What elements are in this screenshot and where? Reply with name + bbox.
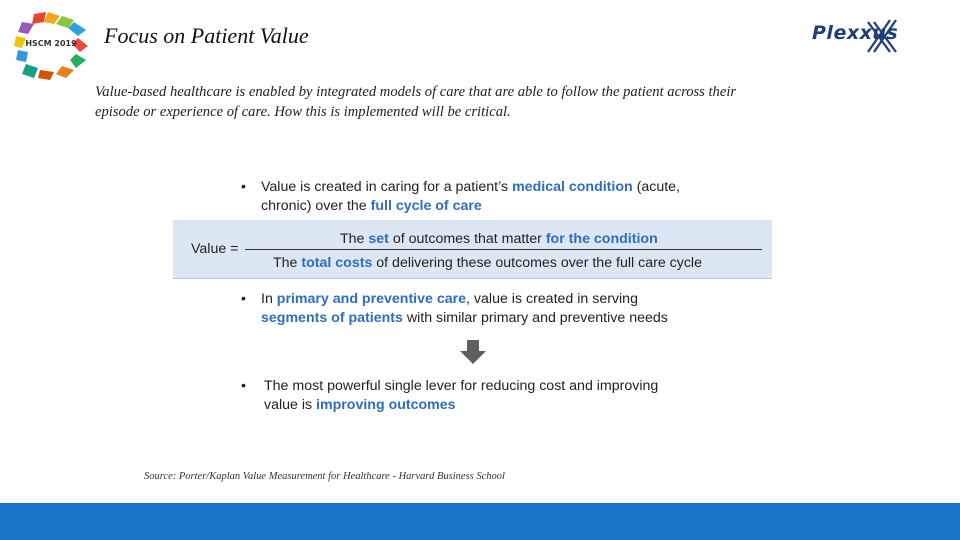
bullet-line: The most powerful single lever for reducing cost and improving	[264, 378, 659, 394]
bullet-line	[261, 197, 680, 216]
bullet-text	[264, 377, 658, 414]
intro-line-2: episode or experience of care. How this is implemented will be critical.	[95, 104, 511, 120]
event-logo	[14, 12, 88, 80]
bullet-dot: •	[241, 378, 246, 394]
equation-denominator	[273, 255, 702, 271]
bullet-line	[261, 309, 668, 328]
equation-label: Value =	[191, 241, 239, 257]
text-run: value is	[264, 396, 317, 413]
highlight-segments-of-patients: segments of patients	[261, 309, 403, 326]
source-citation: Source: Porter/Kaplan Value Measurement for Healthcare - Harvard Business School	[144, 471, 505, 482]
text-run: of outcomes that matter	[388, 231, 546, 247]
brand-name: Plexxus	[812, 22, 899, 44]
highlight-total-costs: total costs	[301, 255, 373, 271]
text-run: (acute,	[632, 179, 680, 195]
highlight-medical-condition: medical condition	[512, 179, 633, 195]
text-run: In	[261, 291, 277, 307]
highlight-set: set	[368, 231, 389, 247]
text-run: with similar primary and preventive needs	[402, 309, 668, 326]
text-run: Value is created in caring for a patient’s	[261, 179, 513, 195]
text-run: , value is created in serving	[466, 291, 638, 307]
text-run: of delivering these outcomes over the full care cycle	[372, 255, 702, 271]
bullet-text	[261, 178, 680, 215]
bullet-line	[264, 396, 658, 415]
intro-line-1: Value-based healthcare is enabled by integrated models of care that are able to follow the patient across their	[95, 84, 737, 100]
text-run: chronic) over the	[261, 197, 371, 214]
bullet-primary-care	[241, 290, 761, 330]
equation-numerator	[340, 231, 658, 247]
fraction-line	[245, 249, 762, 250]
highlight-improving-outcomes: improving outcomes	[316, 396, 456, 413]
footer-bar	[0, 503, 960, 540]
bullet-medical-condition	[241, 178, 761, 218]
event-logo-text: HSCM 2019	[25, 39, 77, 48]
bullet-line	[261, 290, 668, 309]
text-run: The	[340, 231, 369, 247]
bullet-improving-outcomes	[241, 377, 761, 417]
down-arrow-icon	[460, 340, 486, 364]
highlight-for-the-condition: for the condition	[545, 231, 658, 247]
page-title: Focus on Patient Value	[104, 23, 309, 48]
bullet-text	[261, 290, 668, 327]
bullet-dot: •	[241, 179, 246, 195]
bullet-line	[261, 178, 680, 197]
highlight-full-cycle-of-care: full cycle of care	[370, 197, 482, 214]
text-run: The	[273, 255, 302, 271]
highlight-primary-preventive-care: primary and preventive care	[276, 291, 467, 307]
intro-paragraph	[95, 82, 835, 122]
bullet-dot: •	[241, 291, 246, 307]
